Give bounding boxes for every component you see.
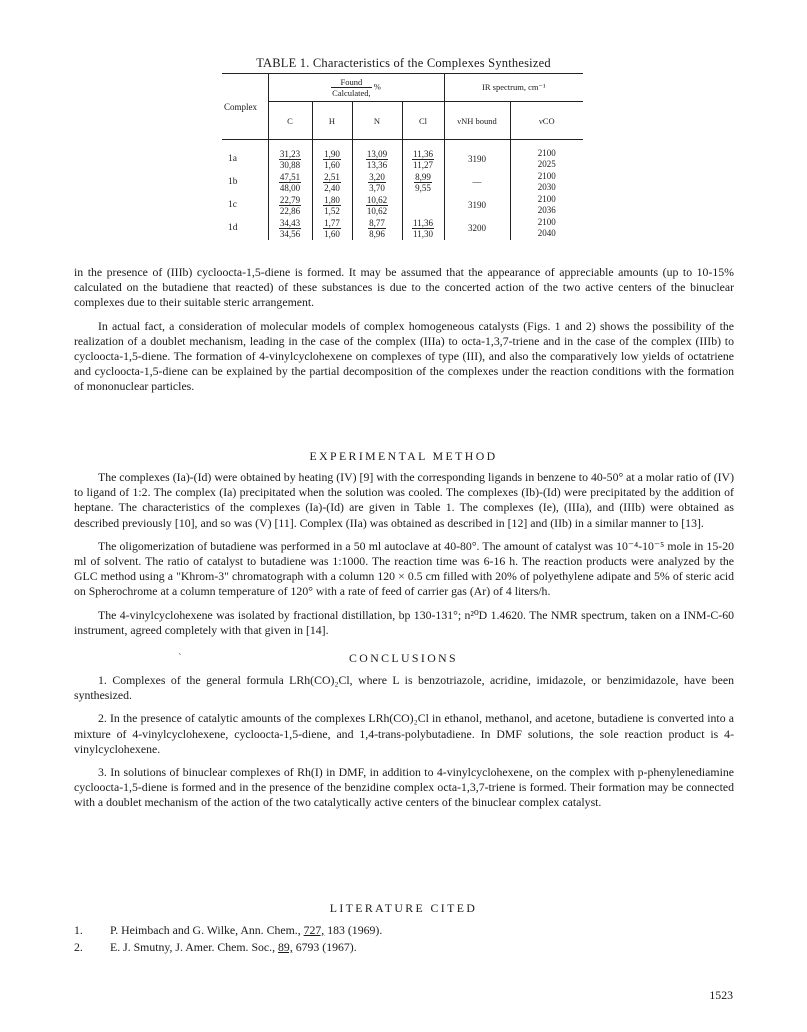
cell-n: $\frac{8,77}{8,96}$ bbox=[352, 217, 402, 240]
cell-h: $\frac{1,77}{1,60}$ bbox=[312, 217, 352, 240]
body-conclusions bbox=[74, 673, 734, 819]
page-number: 1523 bbox=[709, 988, 733, 1002]
cell-n: $\frac{13,09}{13,36}$ bbox=[352, 148, 402, 171]
cell-cl: $\frac{11,36}{11,30}$ bbox=[402, 217, 444, 240]
col-header-cl: Cl bbox=[402, 102, 444, 140]
cell-cl: $\frac{8,99}{9,55}$ bbox=[402, 171, 444, 194]
cell-n: $\frac{3,20}{3,70}$ bbox=[352, 171, 402, 194]
col-header-co: νCO bbox=[510, 102, 583, 140]
cell-c: $\frac{22,79}{22,86}$ bbox=[268, 194, 312, 217]
cell-h: $\frac{1,90}{1,60}$ bbox=[312, 148, 352, 171]
cell-cl bbox=[402, 194, 444, 217]
table-row bbox=[222, 171, 583, 194]
col-header-n: N bbox=[352, 102, 402, 140]
cell-co: 2100 2025 bbox=[510, 148, 583, 171]
col-header-ir: IR spectrum, cm⁻¹ bbox=[444, 74, 583, 102]
body-intro bbox=[74, 265, 734, 403]
table-caption: TABLE 1. Characteristics of the Complexes Synthesized bbox=[256, 56, 551, 70]
cell-nh: 3190 bbox=[444, 194, 510, 217]
section-heading-conclusions: CONCLUSIONS bbox=[349, 651, 458, 665]
paragraph: 2. In the presence of catalytic amounts of the complexes LRh(CO)₂Cl in ethanol, methanol, and acetone, butadiene is converted into a mixture of 4-vinylcyclohexene, cycloocta-1,5-diene, and 1,4-trans-polybutadiene. In DMF solutions, the sole reaction product is 4-vinylcyclohexene. bbox=[74, 711, 734, 756]
cell-n: $\frac{10,62}{10,62}$ bbox=[352, 194, 402, 217]
cell-co: 2100 2030 bbox=[510, 171, 583, 194]
table-row bbox=[222, 194, 583, 217]
body-experimental bbox=[74, 470, 734, 646]
section-heading-literature: LITERATURE CITED bbox=[329, 901, 478, 915]
cell-nh: 3190 bbox=[444, 148, 510, 171]
paragraph: in the presence of (IIIb) cycloocta-1,5-diene is formed. It may be assumed that the appearance of appreciable amounts (up to 10-15% calculated on the butadiene that reacted) of these substances is due to the concerted action of the two active centers of the binuclear complexes due to their suitable steric arrangement. bbox=[74, 265, 734, 310]
cell-nh: — bbox=[444, 171, 510, 194]
paragraph: The complexes (Ia)-(Id) were obtained by heating (IV) [9] with the corresponding ligands in benzene to 40-50° at a molar ratio of (IV) to ligand of 1:2. The complex (Ia) precipitated when the solution was cooled. The complexes (Ib)-(Id) were precipitated by the addition of heptane. The characteristics of the complexes (Ia)-(Id) are given in Table 1. The complexes (Ie), (IIIa), and (IIIb) were obtained as described previously [10], and so was (V) [11]. Complex (IIa) was obtained as described in [12] and (IIb) in a similar manner to [13]. bbox=[74, 470, 734, 530]
reference-item: 2. E. J. Smutny, J. Amer. Chem. Soc., 89, 6793 (1967). bbox=[74, 940, 357, 954]
cell-c: $\frac{47,51}{48,00}$ bbox=[268, 171, 312, 194]
stray-mark: ˋ bbox=[178, 652, 182, 664]
cell-h: $\frac{2,51}{2,40}$ bbox=[312, 171, 352, 194]
cell-cl: $\frac{11,36}{11,27}$ bbox=[402, 148, 444, 171]
cell-complex: 1b bbox=[228, 177, 238, 187]
table-row bbox=[222, 217, 583, 240]
paragraph: The 4-vinylcyclohexene was isolated by fractional distillation, bp 130-131°; n²⁰D 1.4620. The NMR spectrum, taken on a INM-C-60 instrument, agreed completely with that given in [14]. bbox=[74, 607, 734, 637]
paragraph: 3. In solutions of binuclear complexes of Rh(I) in DMF, in addition to 4-vinylcyclohexene, on the complex with p-phenylenediamine cycloocta-1,5-diene is formed and in the presence of the benzidine complex octa-1,3,7-triene is formed. Their formation may be connected with a doublet mechanism of the action of the two catalytically active centers of the binuclear complex catalyst. bbox=[74, 765, 734, 810]
cell-complex: 1d bbox=[228, 223, 238, 233]
paragraph: In actual fact, a consideration of molecular models of complex homogeneous catalysts (Figs. 1 and 2) shows the possibility of the realization of a doublet mechanism, leading in the case of the complex (IIIa) to octa-1,3,7-triene and in the case of the complex (IIIb) to cycloocta-1,5-diene. The formation of 4-vinylcyclohexene on complexes of type (III), and also the comparatively low yields of octatriene and cycloocta-1,5-diene can be explained by the partial decomposition of the complexes under the reaction conditions with the formation of mononuclear particles. bbox=[74, 318, 734, 394]
cell-co: 2100 2036 bbox=[510, 194, 583, 217]
section-heading-experimental: EXPERIMENTAL METHOD bbox=[309, 449, 498, 463]
paragraph: 1. Complexes of the general formula LRh(CO)₂Cl, where L is benzotriazole, acridine, imidazole, or benzimidazole, have been synthesized. bbox=[74, 673, 734, 703]
col-header-found-calculated: $\frac{\text{Found}}{\text{Calculated,}}$ % bbox=[268, 74, 444, 102]
cell-nh: 3200 bbox=[444, 217, 510, 240]
col-header-c: C bbox=[268, 102, 312, 140]
table-row bbox=[222, 148, 583, 171]
cell-co: 2100 2040 bbox=[510, 217, 583, 240]
characteristics-table bbox=[222, 73, 583, 240]
paragraph: The oligomerization of butadiene was performed in a 50 ml autoclave at 40-80°. The amount of catalyst was 10⁻⁴-10⁻⁵ mole in 15-20 ml of solvent. The ratio of catalyst to butadiene was 1:1000. The reaction time was 6-16 h. The reaction products were analyzed by the GLC method using a "Khrom-3" chromatograph with a column 120 × 0.5 cm filled with 20% of polyethylene adipate and 5% of steric acid on Spherochrome at a column temperature of 120° with a rate of feed of carrier gas (Ar) of 4 liters/h. bbox=[74, 538, 734, 599]
cell-h: $\frac{1,80}{1,52}$ bbox=[312, 194, 352, 217]
cell-c: $\frac{31,23}{30,88}$ bbox=[268, 148, 312, 171]
cell-complex: 1a bbox=[228, 154, 237, 164]
cell-complex: 1c bbox=[228, 200, 237, 210]
col-header-complex: Complex bbox=[222, 74, 268, 140]
reference-item: 1. P. Heimbach and G. Wilke, Ann. Chem., 727, 183 (1969). bbox=[74, 923, 383, 937]
cell-c: $\frac{34,43}{34,56}$ bbox=[268, 217, 312, 240]
col-header-nh: νNH bound bbox=[444, 102, 510, 140]
col-header-h: H bbox=[312, 102, 352, 140]
